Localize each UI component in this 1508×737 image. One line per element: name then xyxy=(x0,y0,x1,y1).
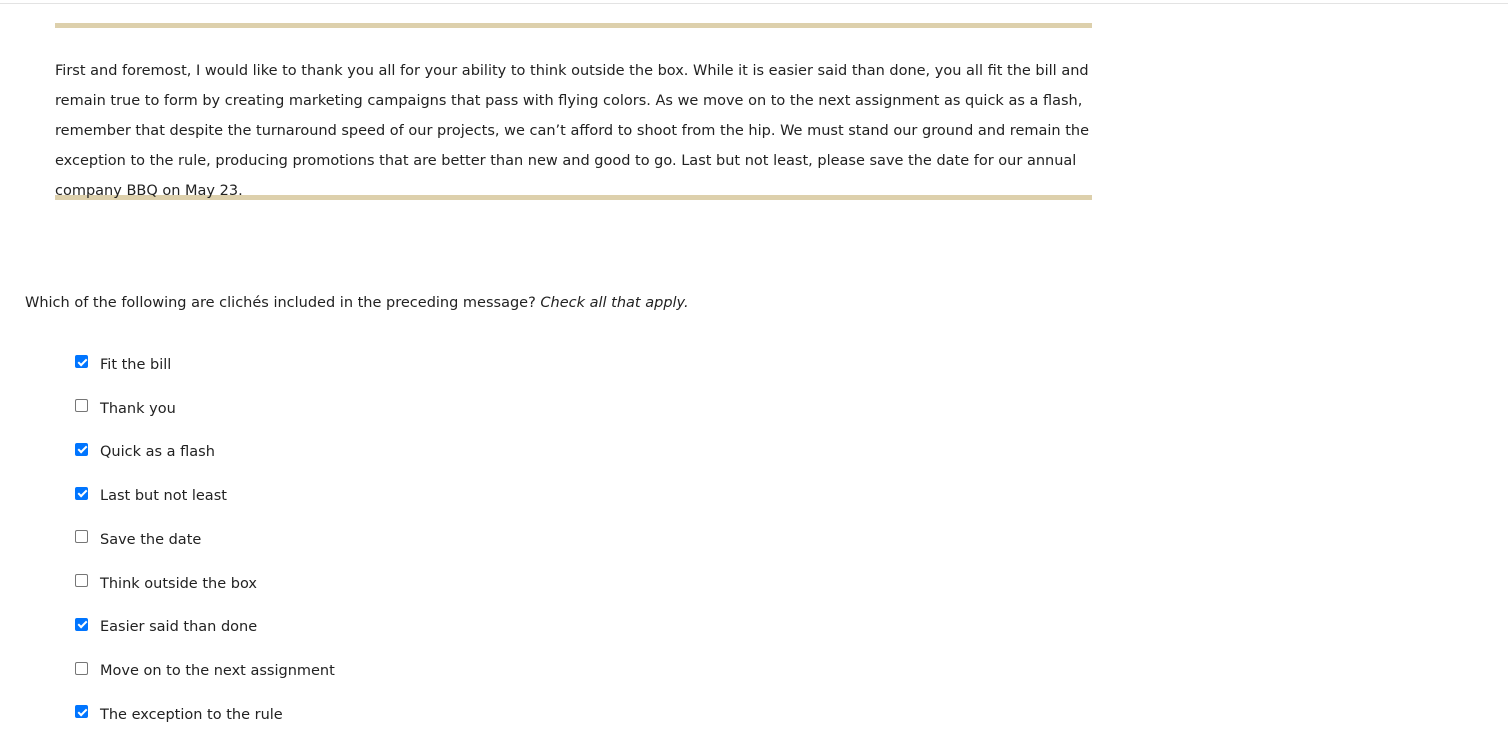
option-label: Think outside the box xyxy=(100,575,257,592)
top-divider xyxy=(0,3,1508,4)
question-prompt xyxy=(25,291,689,315)
checkbox[interactable] xyxy=(75,399,88,412)
checkbox[interactable] xyxy=(75,618,88,631)
message-text: First and foremost, I would like to thank you all for your ability to think outside the box. While it is easier said than done, you all fit the bill and remain true to form by creating marketing campaigns that pass with flying colors. As we move on to the next assignment as quick as a flash, remember that despite the turnaround speed of our projects, we can’t afford to shoot from the hip. We must stand our ground and remain the exception to the rule, producing promotions that are better than new and good to go. Last but not least, please save the date for our annual company BBQ on May 23. xyxy=(55,63,1090,199)
checkbox[interactable] xyxy=(75,530,88,543)
checkbox[interactable] xyxy=(75,355,88,368)
question-instruction: Check all that apply. xyxy=(540,295,689,311)
checkbox[interactable] xyxy=(75,705,88,718)
checkbox[interactable] xyxy=(75,574,88,587)
option-label: Last but not least xyxy=(100,488,227,505)
option-label: Thank you xyxy=(100,400,176,417)
option-move-on-to-the-next-assignment[interactable] xyxy=(75,649,335,693)
option-label: Fit the bill xyxy=(100,356,172,373)
option-label: Easier said than done xyxy=(100,619,258,636)
option-label: The exception to the rule xyxy=(100,706,283,723)
checkbox[interactable] xyxy=(75,662,88,675)
option-fit-the-bill[interactable] xyxy=(75,343,335,387)
checkbox[interactable] xyxy=(75,443,88,456)
option-save-the-date[interactable] xyxy=(75,518,335,562)
option-label: Save the date xyxy=(100,531,202,548)
option-easier-said-than-done[interactable] xyxy=(75,606,335,650)
question-text: Which of the following are clichés included in the preceding message? xyxy=(25,295,541,311)
checkbox-list xyxy=(75,343,335,737)
option-last-but-not-least[interactable] xyxy=(75,474,335,518)
option-thank-you[interactable] xyxy=(75,387,335,431)
message-panel xyxy=(55,23,1092,200)
checkbox[interactable] xyxy=(75,487,88,500)
option-label: Quick as a flash xyxy=(100,444,215,461)
option-label: Move on to the next assignment xyxy=(100,663,335,680)
option-quick-as-a-flash[interactable] xyxy=(75,431,335,475)
option-the-exception-to-the-rule[interactable] xyxy=(75,693,335,737)
option-think-outside-the-box[interactable] xyxy=(75,562,335,606)
